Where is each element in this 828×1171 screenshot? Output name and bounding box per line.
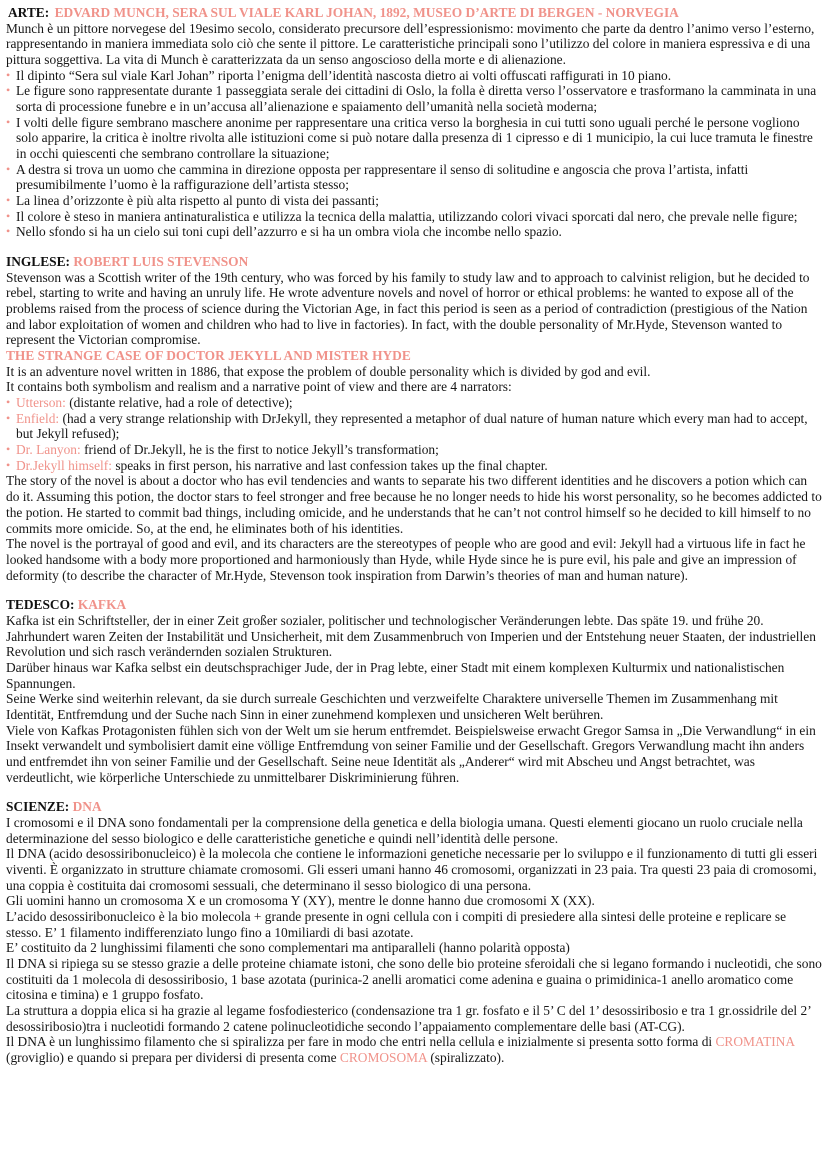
scienze-p1: I cromosomi e il DNA sono fondamentali per la comprensione della genetica e della biologia umana. Questi elementi giocano un ruolo cruciale nella determinazione del sesso biologico e delle caratteristiche genetiche e quindi nell’identità delle persone.	[6, 814, 803, 846]
inglese-heading	[6, 254, 822, 270]
tedesco-label: TEDESCO:	[6, 597, 75, 613]
tedesco-p3: Seine Werke sind weiterhin relevant, da sie durch surreale Geschichten und verzweifelte Charaktere universelle Themen im Zusammenhang mit Identität, Entfremdung und der Suche nach Sinn in einer zunehmend komplexen und unsicheren Welt berühren.	[6, 691, 778, 722]
scienze-p6: Il DNA si ripiega su se stesso grazie a delle proteine chiamate istoni, che sono delle bio proteine sferoidali che si legano formando i nucleotidi, che sono costituiti da 1 molecola di desossiribosio, 1 base azotata (purinica-2 anelli aromatici come adenina e guaina o primidinica-1 anello aromatico come citosina e timina) e 1 gruppo fosfato.	[6, 955, 822, 1003]
list-item: • La linea d’orizzonte è più alta rispetto al punto di vista dei passanti;	[6, 193, 822, 209]
narrator-name: Enfield:	[16, 410, 60, 426]
narrator-name: Utterson:	[16, 395, 66, 411]
list-item: • Il colore è steso in maniera antinaturalistica e utilizza la tecnica della malattia, utilizzando colori vivaci sporcati dal nero, che prevale nelle figure;	[6, 209, 822, 225]
narrators-list	[6, 395, 822, 473]
narrator-name: Dr. Lanyon:	[16, 442, 81, 458]
tedesco-p1: Kafka ist ein Schriftsteller, der in einer Zeit großer sozialer, politischer und technologischer Veränderungen lebte. Das späte 19. und frühe 20. Jahrhundert waren Zeiten der Instabilität und Unsicherheit, mit dem Zusammenbruch von Imperien und der Entstehung neuer Staaten, der industriellen Revolution und sich rasch verändernden sozialen Strukturen.	[6, 612, 816, 660]
scienze-title: DNA	[72, 799, 102, 815]
inglese-line2: It contains both symbolism and realism and a narrative point of view and there are 4 narrators:	[6, 379, 512, 395]
section-arte	[6, 5, 822, 240]
scienze-p4: L’acido desossiribonucleico è la bio molecola + grande presente in ogni cellula con i compiti di presiedere alla sintesi delle proteine e replicare se stesso. E’ 1 filamento indifferenziato lungo fino a 10miliardi di basi azotate.	[6, 908, 787, 940]
scienze-label: SCIENZE:	[6, 799, 70, 815]
arte-heading	[6, 5, 822, 21]
arte-intro: Munch è un pittore norvegese del 19esimo secolo, considerato precursore dell’espressionismo: movimento che parte da dentro l’animo verso l’esterno, rappresentando in maniera immediata solo ciò che sente il pittore. Le caratteristiche principali sono l’utilizzo del colore in maniera espressiva e di una pittura soggettiva. La vita di Munch è caratterizzata da un senso angoscioso della morte e di alienazione.	[6, 20, 815, 68]
cromatina-term: CROMATINA	[715, 1034, 795, 1050]
scienze-p8-text: (groviglio) e quando si prepara per dividersi di presenta come	[6, 1050, 340, 1065]
scienze-p2: Il DNA (acido desossiribonucleico) è la molecola che contiene le informazioni genetiche necessarie per lo sviluppo e il funzionamento di tutti gli esseri viventi. È organizzato in strutture chiamate cromosomi. Gli esseri umani hanno 46 cromosomi, organizzati in 23 paia. Tra questi 23 paia di cromosomi, una coppia è costituita dai cromosomi sessuali, che determinano il sesso biologico di una persona.	[6, 846, 818, 893]
arte-title: EDVARD MUNCH, SERA SUL VIALE KARL JOHAN, 1892, MUSEO D’ARTE DI BERGEN - NORVEGIA	[54, 5, 679, 20]
narrator-text: speaks in first person, his narrative and last confession takes up the final chapter.	[111, 457, 548, 473]
scienze-p7: La struttura a doppia elica si ha grazie al legame fosfodiesterico (condensazione tra 1 gr. fosfato e il 5’ C del 1’ desossiribosio e tra 1 gr.ossidrile del 2’ desossiribosio)tra i nucleotidi formando 2 catene polinucleotidiche secondo l’appaiamento complementare delle basi (AT-CG).	[6, 1002, 811, 1034]
list-item	[6, 458, 822, 474]
scienze-p8-text: Il DNA è un lunghissimo filamento che si spiralizza per fare in modo che entri nella cellula e inizialmente si presenta sotto forma di	[6, 1034, 716, 1050]
scienze-p8	[6, 1034, 822, 1065]
scienze-p8-text: (spiralizzato).	[427, 1050, 505, 1065]
list-item: • I volti delle figure sembrano maschere anonime per rappresentare una critica verso la borghesia in cui tutti sono uguali perché le persone vogliono solo apparire, la critica è inoltre rivolta alle istituzioni come si può notare dalla presenza di 1 cipresso e di 1 municipio, la cui luce tramuta le finestre in occhi quiescenti che sembrano controllare la situazione;	[6, 115, 822, 162]
section-tedesco	[6, 597, 822, 785]
list-item: • Il dipinto “Sera sul viale Karl Johan” riporta l’enigma dell’identità nascosta dietro ai volti offuscati raffigurati in 10 piano.	[6, 68, 822, 84]
list-item	[6, 442, 822, 458]
inglese-subtitle: THE STRANGE CASE OF DOCTOR JEKYLL AND MISTER HYDE	[6, 348, 411, 364]
inglese-intro: Stevenson was a Scottish writer of the 19th century, who was forced by his family to study law and to approach to calvinist religion, but he decided to rebel, starting to write and having an unruly life. He wrote adventure novels and novel of horror or ethical problems: he wanted to expose all of the problems raised from the process of science during the Victorian Age, in fact this period is seen as a period of contradiction (prestigious of the Nation and labor exploitation of women and children who had to live in factories). In fact, with the double personality of Mr.Hyde, Stevenson wanted to represent the Victorian compromise.	[6, 269, 810, 348]
tedesco-heading	[6, 597, 822, 613]
list-item	[6, 411, 822, 442]
cromosoma-term: CROMOSOMA	[339, 1050, 427, 1065]
narrator-name: Dr.Jekyll himself:	[16, 457, 112, 473]
arte-label: ARTE:	[8, 5, 50, 20]
section-scienze	[6, 799, 822, 1065]
scienze-p3: Gli uomini hanno un cromosoma X e un cromosoma Y (XY), mentre le donne hanno due cromosomi X (XX).	[6, 893, 595, 909]
list-item: • Le figure sono rappresentate durante 1 passeggiata serale dei cittadini di Oslo, la folla è diretta verso l’osservatore e trasformano la camminata in una sorta di processione funebre e in un’accusa all’alienazione e spaiamento dell’umanità nella società moderna;	[6, 83, 822, 114]
tedesco-p2: Darüber hinaus war Kafka selbst ein deutschsprachiger Jude, der in Prag lebte, einer Stadt mit einem komplexen Kulturmix und nationalistischen Spannungen.	[6, 659, 785, 691]
narrator-text: (distante relative, had a role of detective);	[65, 395, 293, 411]
list-item	[6, 395, 822, 411]
scienze-p5: E’ costituito da 2 lunghissimi filamenti che sono complementari ma antiparalleli (hanno polarità opposta)	[6, 940, 570, 956]
list-item: • A destra si trova un uomo che cammina in direzione opposta per rappresentare il senso di solitudine e angoscia che prova l’artista, infatti presumibilmente l’uomo è la raffigurazione dell’artista stesso;	[6, 162, 822, 193]
list-item: • Nello sfondo si ha un cielo sui toni cupi dell’azzurro e si ha un ombra viola che incombe nello spazio.	[6, 224, 822, 240]
scienze-heading	[6, 799, 822, 815]
inglese-para1: The story of the novel is about a doctor who has evil tendencies and wants to separate his two different identities and he discovers a potion which can do it. Assuming this potion, the doctor stars to feel stronger and free because he no longer needs to hide his worst personality, so he becomes addicted to the potion. He started to commit bad things, including omicide, and he understands that he can’t not control himself so he decided to kill himself to no commits more omicide. So, at the end, he eliminates both of his identities.	[6, 473, 822, 536]
inglese-label: INGLESE:	[6, 254, 70, 270]
inglese-para2: The novel is the portrayal of good and evil, and its characters are the stereotypes of people who are good and evil: Jekyll had a virtuous life in fact he looked handsome with a body more proportioned and harmoniously than Hyde, while Hyde since he is pure evil, his pale and give an impression of deformity (to describe the character of Mr.Hyde, Stevenson took inspiration from Darwin’s theories of man and human nature).	[6, 536, 806, 583]
arte-bullet-list	[6, 68, 822, 240]
inglese-line1: It is an adventure novel written in 1886, that expose the problem of double personality which is divided by god and evil.	[6, 363, 651, 379]
tedesco-p4: Viele von Kafkas Protagonisten fühlen sich von der Welt um sie herum entfremdet. Beispielsweise erwacht Gregor Samsa in „Die Verwandlung“ in ein Insekt verwandelt und symbolisiert damit eine völlige Entfremdung von seiner Familie und der Gesellschaft. Gregors Verwandlung macht ihn anders und entfremdet ihn von seiner Familie und der Gesellschaft. Seine neue Identität als „Anderer“ wird mit Abscheu und Angst betrachtet, was verdeutlicht, wie körperliche Unterschiede zu unmittelbarer Diskriminierung führen.	[6, 722, 816, 785]
tedesco-title: KAFKA	[77, 597, 127, 613]
section-inglese	[6, 254, 822, 583]
narrator-text: (had a very strange relationship with DrJekyll, they represented a metaphor of dual nature of human nature which every man had to accept, but Jekyll refused);	[16, 410, 808, 442]
inglese-title: ROBERT LUIS STEVENSON	[73, 254, 249, 270]
narrator-text: friend of Dr.Jekyll, he is the first to notice Jekyll’s transformation;	[80, 442, 439, 458]
